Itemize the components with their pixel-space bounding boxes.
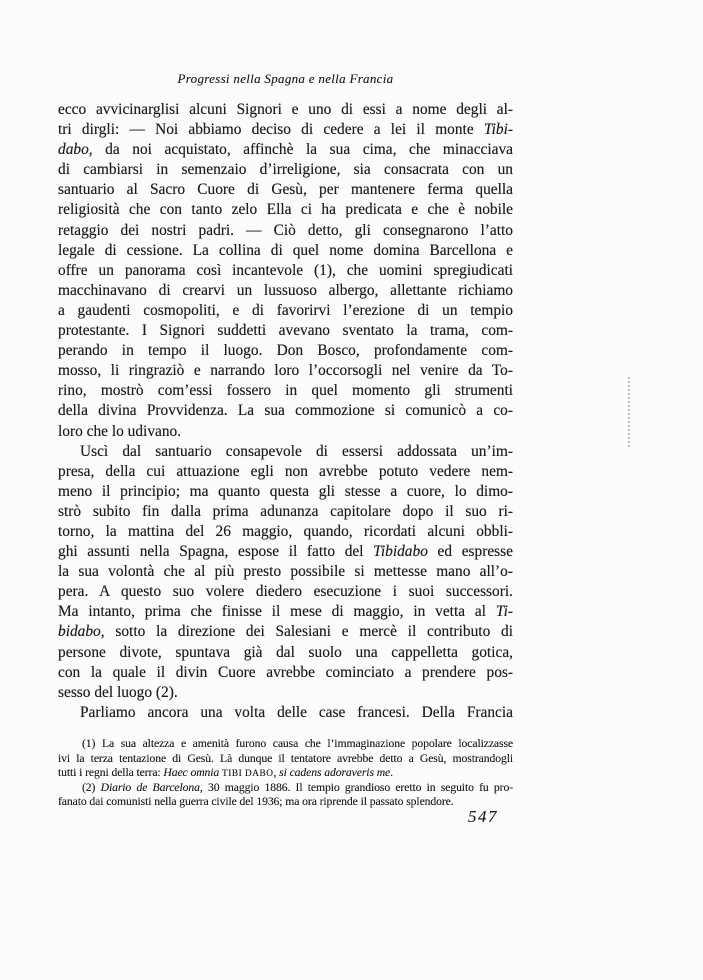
text-segment: ivi la terza tentazione di Gesù. Là dunque il tentatore avrebbe detto a Gesù, mostrandogli xyxy=(58,751,513,765)
text-line xyxy=(58,381,513,401)
italic-text: Tibidabo xyxy=(373,543,428,561)
text-line xyxy=(58,140,513,160)
text-segment: presa, della cui attuazione egli non avrebbe potuto vedere nem- xyxy=(58,462,513,480)
text-segment: protestante. I Signori suddetti avevano sventato la trama, com- xyxy=(58,322,513,340)
text-line xyxy=(58,663,513,683)
text-line xyxy=(58,622,513,642)
text-segment: mosso, li ringraziò e narrando loro l’occorsogli nel venire da To- xyxy=(58,362,513,380)
small-caps-text: TIBI DABO xyxy=(222,769,274,780)
text-line xyxy=(58,200,513,220)
text-segment: (2) xyxy=(82,780,101,794)
text-segment: ed espresse xyxy=(427,543,513,561)
text-segment: legale di cessione. La collina di quel nome domina Barcellona e xyxy=(58,241,513,259)
scan-artifact-dotted-line xyxy=(628,377,630,447)
text-segment: della divina Provvidenza. La sua commozione si comunicò a co- xyxy=(58,402,513,420)
text-segment: , 30 maggio 1886. Il tempio grandioso eretto in seguito fu pro- xyxy=(199,780,513,794)
text-segment: , sotto la direzione dei Salesiani e mercè il contributo di xyxy=(100,623,513,641)
text-segment: loro che lo udivano. xyxy=(58,422,182,440)
text-segment: , da noi acquistato, affinchè la sua cima, che minacciava xyxy=(88,141,513,159)
body-text xyxy=(58,100,513,723)
text-segment: fanato dai comunisti nella guerra civile del 1936; ma ora riprende il passato splendore. xyxy=(58,795,454,809)
text-segment: ecco avvicinarglisi alcuni Signori e uno di essi a nome degli al- xyxy=(58,101,513,118)
text-segment: strò subito fin dalla prima adunanza capitolare dopo il suo ri- xyxy=(58,502,513,520)
text-line xyxy=(58,160,513,180)
text-segment: tutti i regni della terra: xyxy=(58,766,164,780)
text-line xyxy=(58,752,513,767)
text-segment: , xyxy=(273,766,280,780)
text-segment: santuario al Sacro Cuore di Gesù, per mantenere ferma quella xyxy=(58,181,513,199)
italic-text: si cadens adoraveris me xyxy=(279,766,391,780)
text-line xyxy=(58,766,513,781)
italic-text: Tibi- xyxy=(483,121,513,139)
text-segment: (1) La sua altezza e amenità furono causa che l’immaginazione popolare localizzasse xyxy=(82,737,513,750)
paragraph xyxy=(58,100,513,442)
text-line xyxy=(58,361,513,381)
running-header: Progressi nella Spagna e nella Francia xyxy=(177,71,394,86)
text-line xyxy=(58,301,513,321)
text-line xyxy=(58,241,513,261)
text-segment: meno il principio; ma quanto questa gli stesse a cuore, lo dimo- xyxy=(58,482,513,500)
text-line xyxy=(58,781,513,796)
text-line xyxy=(58,442,513,462)
text-segment: Parliamo ancora una volta delle case francesi. Della Francia xyxy=(80,703,513,721)
text-segment: offre un panorama così incantevole (1), che uomini spregiudicati xyxy=(58,261,513,279)
text-line xyxy=(58,582,513,602)
text-segment: Ma intanto, prima che finisse il mese di maggio, in vetta al xyxy=(58,603,496,621)
text-line xyxy=(58,482,513,502)
text-segment: Uscì dal santuario consapevole di essersi addossata un’im- xyxy=(80,442,513,460)
text-segment: macchinavano di crearvi un lussuoso albergo, allettante richiamo xyxy=(58,281,513,299)
footnote xyxy=(58,737,513,781)
footnotes-section xyxy=(58,737,513,810)
text-segment: . xyxy=(390,766,393,780)
text-segment: pera. A questo suo volere diedero esecuzione i suoi successori. xyxy=(58,583,513,601)
italic-text: dabo xyxy=(58,141,89,159)
text-line xyxy=(58,562,513,582)
paragraph xyxy=(58,703,513,723)
text-line xyxy=(58,321,513,341)
paragraph xyxy=(58,442,513,703)
text-line xyxy=(58,100,513,120)
text-line xyxy=(58,180,513,200)
text-segment: rino, mostrò com’essi fossero in quel momento gli strumenti xyxy=(58,382,513,400)
text-line xyxy=(58,502,513,522)
text-line xyxy=(58,602,513,622)
text-segment: torno, la mattina del 26 maggio, quando, ricordati alcuni obbli- xyxy=(58,522,513,540)
footnote xyxy=(58,781,513,810)
text-segment: di cambiarsi in semenzaio d’irreligione, sia consacrata con un xyxy=(58,161,513,179)
italic-text: Haec omnia xyxy=(163,766,220,780)
text-line xyxy=(58,281,513,301)
text-line xyxy=(58,462,513,482)
text-line xyxy=(58,703,513,723)
text-line xyxy=(58,221,513,241)
text-segment: tri dirgli: — Noi abbiamo deciso di cedere a lei il monte xyxy=(58,121,484,139)
text-segment: persone divote, spuntava già dal suolo una cappelletta gotica, xyxy=(58,643,513,661)
text-segment: ghi assunti nella Spagna, espose il fatto del xyxy=(58,543,374,561)
text-line xyxy=(58,737,513,752)
text-line xyxy=(58,683,513,703)
text-segment: retaggio dei nostri padri. — Ciò detto, gli consegnarono l’atto xyxy=(58,221,513,239)
text-line xyxy=(58,522,513,542)
text-segment: a gaudenti cosmopoliti, e di favorirvi l’erezione di un tempio xyxy=(58,301,513,319)
text-line xyxy=(58,261,513,281)
italic-text: Diario de Barcelona xyxy=(100,780,200,794)
text-line xyxy=(58,341,513,361)
text-line xyxy=(58,401,513,421)
text-segment: con la quale il divin Cuore avrebbe cominciato a prendere pos- xyxy=(58,663,513,681)
italic-text: Ti- xyxy=(495,603,513,621)
text-segment: sesso del luogo (2). xyxy=(58,683,178,701)
text-segment: religiosità che con tanto zelo Ella ci ha predicata e che è nobile xyxy=(58,201,513,219)
italic-text: bidabo xyxy=(58,623,101,641)
text-line xyxy=(58,422,513,442)
text-line xyxy=(58,542,513,562)
text-segment: la sua volontà che al più presto possibile si mettesse mano all’o- xyxy=(58,563,513,581)
page-number: 547 xyxy=(468,807,498,826)
text-line xyxy=(58,120,513,140)
text-segment: perando in tempo il luogo. Don Bosco, profondamente com- xyxy=(58,342,513,360)
text-line xyxy=(58,643,513,663)
